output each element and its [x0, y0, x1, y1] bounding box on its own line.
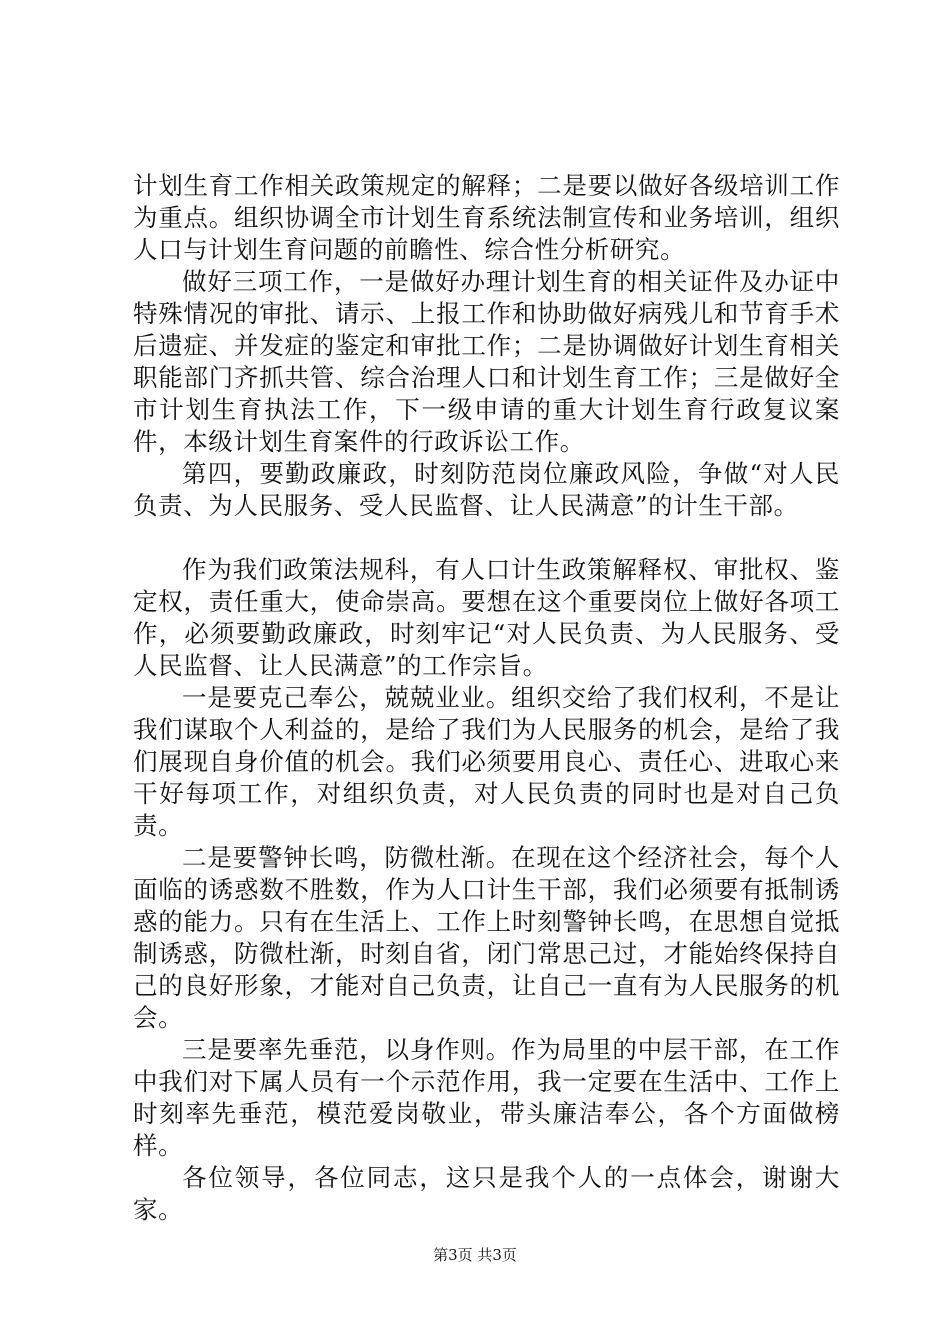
paragraph-spacer [133, 522, 840, 554]
page-footer: 第3页 共3页 [433, 1246, 517, 1264]
paragraph-continued: 计划生育工作相关政策规定的解释；二是要以做好各级培训工作为重点。组织协调全市计划生育系统法制宣传和业务培训，组织人口与计划生育问题的前瞻性、综合性分析研究。 [133, 171, 840, 264]
paragraph-three-tasks: 做好三项工作，一是做好办理计划生育的相关证件及办证中特殊情况的审批、请示、上报工作和协助做好病残儿和节育手术后遗症、并发症的鉴定和审批工作；二是协调做好计划生育相关职能部门齐抓共管、综合治理人口和计划生育工作；三是做好全市计划生育执法工作，下一级申请的重大计划生育行政复议案件，本级计划生育案件的行政诉讼工作。 [133, 267, 840, 456]
paragraph-point-one: 一是要克己奉公，兢兢业业。组织交给了我们权利，不是让我们谋取个人利益的，是给了我们为人民服务的机会，是给了我们展现自身价值的机会。我们必须要用良心、责任心、进取心来干好每项工作，对组织负责，对人民负责的同时也是对自己负责。 [133, 683, 840, 840]
document-body [133, 170, 840, 1226]
paragraph-point-two: 二是要警钟长鸣，防微杜渐。在现在这个经济社会，每个人面临的诱惑数不胜数，作为人口计生干部，我们必须要有抵制诱惑的能力。只有在生活上、工作上时刻警钟长鸣，在思想自觉抵制诱惑，防微杜渐，时刻自省，闭门常思己过，才能始终保持自己的良好形象，才能对自己负责，让自己一直有为人民服务的机会。 [133, 843, 840, 1032]
paragraph-fourth-point: 第四，要勤政廉政，时刻防范岗位廉政风险，争做“对人民负责、为人民服务、受人民监督、让人民满意”的计生干部。 [133, 459, 840, 520]
paragraph-closing: 各位领导，各位同志，这只是我个人的一点体会，谢谢大家。 [133, 1163, 840, 1224]
paragraph-policy-section: 作为我们政策法规科，有人口计生政策解释权、审批权、鉴定权，责任重大，使命崇高。要想在这个重要岗位上做好各项工作，必须要勤政廉政，时刻牢记“对人民负责、为人民服务、受人民监督、让人民满意”的工作宗旨。 [133, 555, 840, 680]
paragraph-point-three: 三是要率先垂范，以身作则。作为局里的中层干部，在工作中我们对下属人员有一个示范作用，我一定要在生活中、工作上时刻率先垂范，模范爱岗敬业，带头廉洁奉公，各个方面做榜样。 [133, 1035, 840, 1160]
